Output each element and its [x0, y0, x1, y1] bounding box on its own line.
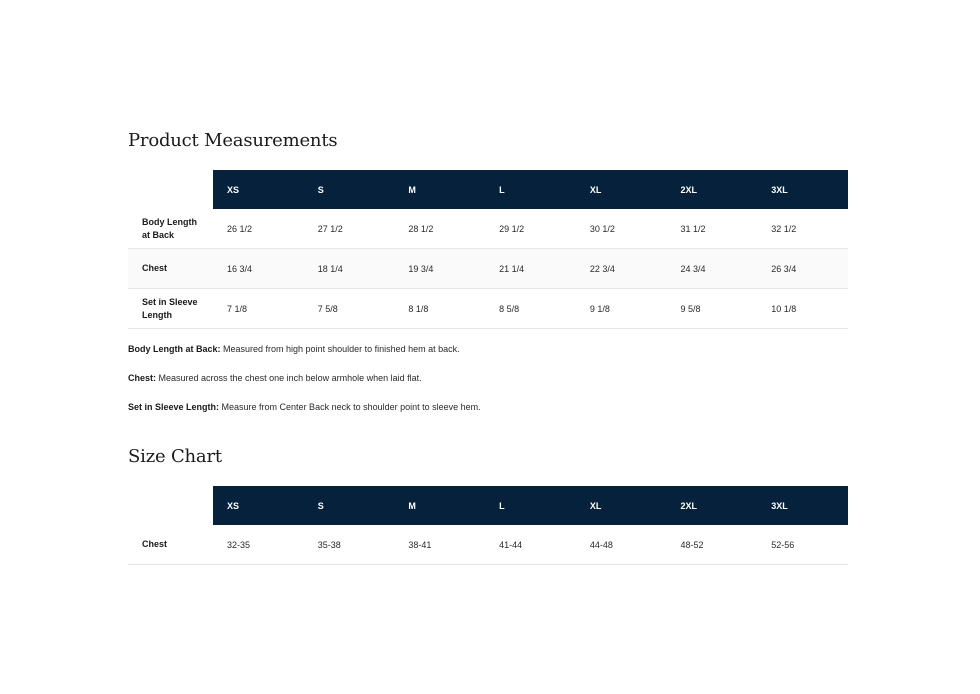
- table-cell: 38-41: [394, 525, 485, 565]
- row-label: Set in Sleeve Length: [128, 289, 213, 329]
- table-cell: 28 1/2: [394, 209, 485, 249]
- table-cell: 35-38: [304, 525, 395, 565]
- product-measurements-title: Product Measurements: [128, 130, 338, 151]
- size-chart-table: [128, 486, 848, 565]
- table-cell: 52-56: [757, 525, 848, 565]
- note-chest: Chest: Measured across the chest one inch below armhole when laid flat.: [128, 373, 422, 383]
- table-cell: 26 1/2: [213, 209, 304, 249]
- table-header-row: [128, 486, 848, 525]
- header-corner: [128, 486, 213, 525]
- row-label: Chest: [128, 249, 213, 289]
- row-label: Chest: [128, 525, 213, 565]
- size-header: 3XL: [757, 486, 848, 525]
- table-cell: 24 3/4: [667, 249, 758, 289]
- header-corner: [128, 170, 213, 209]
- table-cell: 22 3/4: [576, 249, 667, 289]
- size-header: S: [304, 170, 395, 209]
- table-row: [128, 209, 848, 249]
- size-header: M: [394, 486, 485, 525]
- table-cell: 8 1/8: [394, 289, 485, 329]
- table-cell: 7 1/8: [213, 289, 304, 329]
- table-cell: 10 1/8: [757, 289, 848, 329]
- table-cell: 21 1/4: [485, 249, 576, 289]
- table-cell: 44-48: [576, 525, 667, 565]
- size-header: M: [394, 170, 485, 209]
- table-cell: 19 3/4: [394, 249, 485, 289]
- table-cell: 32-35: [213, 525, 304, 565]
- table-row: [128, 249, 848, 289]
- table-cell: 16 3/4: [213, 249, 304, 289]
- size-header: 2XL: [667, 486, 758, 525]
- table-cell: 31 1/2: [667, 209, 758, 249]
- size-header: 2XL: [667, 170, 758, 209]
- table-cell: 9 1/8: [576, 289, 667, 329]
- size-header: L: [485, 486, 576, 525]
- size-header: XL: [576, 170, 667, 209]
- table-cell: 48-52: [667, 525, 758, 565]
- size-header: L: [485, 170, 576, 209]
- table-cell: 29 1/2: [485, 209, 576, 249]
- table-cell: 8 5/8: [485, 289, 576, 329]
- table-cell: 9 5/8: [667, 289, 758, 329]
- size-header: XS: [213, 486, 304, 525]
- note-body-length: Body Length at Back: Measured from high point shoulder to finished hem at back.: [128, 344, 460, 354]
- table-cell: 27 1/2: [304, 209, 395, 249]
- table-cell: 7 5/8: [304, 289, 395, 329]
- size-header: S: [304, 486, 395, 525]
- row-label: Body Length at Back: [128, 209, 213, 249]
- size-header: 3XL: [757, 170, 848, 209]
- table-cell: 32 1/2: [757, 209, 848, 249]
- table-row: [128, 289, 848, 329]
- table-cell: 18 1/4: [304, 249, 395, 289]
- size-header: XL: [576, 486, 667, 525]
- table-cell: 30 1/2: [576, 209, 667, 249]
- table-cell: 41-44: [485, 525, 576, 565]
- measurement-notes: [128, 343, 481, 430]
- table-header-row: [128, 170, 848, 209]
- size-header: XS: [213, 170, 304, 209]
- product-measurements-table: [128, 170, 848, 329]
- table-row: [128, 525, 848, 565]
- size-chart-title: Size Chart: [128, 446, 222, 467]
- note-sleeve-length: Set in Sleeve Length: Measure from Center Back neck to shoulder point to sleeve hem.: [128, 402, 481, 412]
- table-cell: 26 3/4: [757, 249, 848, 289]
